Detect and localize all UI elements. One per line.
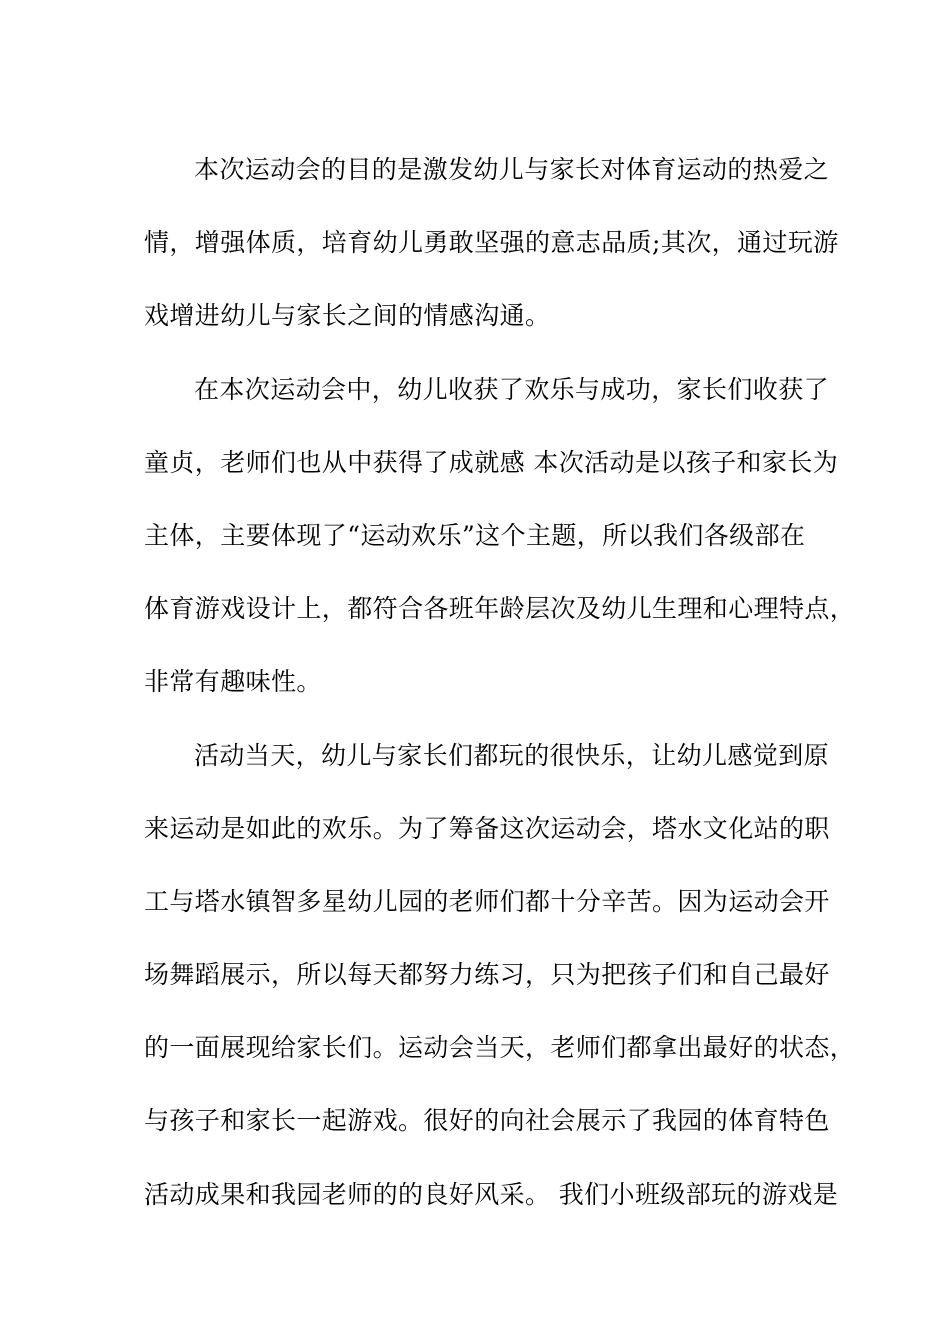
paragraph-1-line-1: 本次运动会的目的是激发幼儿与家长对体育运动的热爱之 bbox=[194, 155, 830, 184]
paragraph-2-line-1: 在本次运动会中，幼儿收获了欢乐与成功，家长们收获了 bbox=[194, 374, 830, 404]
paragraph-3-line-3: 工与塔水镇智多星幼儿园的老师们都十分辛苦。因为运动会开 bbox=[144, 886, 830, 916]
paragraph-3-line-2: 来运动是如此的欢乐。为了筹备这次运动会，塔水文化站的职 bbox=[144, 813, 830, 843]
paragraph-2-line-3: 主体，主要体现了“运动欢乐”这个主题，所以我们各级部在 bbox=[144, 520, 806, 550]
body-text bbox=[144, 133, 856, 1231]
paragraph-3-line-5: 的一面展现给家长们。运动会当天，老师们都拿出最好的状态， bbox=[144, 1033, 856, 1063]
paragraph-3-line-6: 与孩子和家长一起游戏。很好的向社会展示了我园的体育特色 bbox=[144, 1106, 830, 1136]
paragraph-3-line-7: 活动成果和我园老师的的良好风采。 我们小班级部玩的游戏是 bbox=[144, 1179, 839, 1209]
paragraph-2-line-5: 非常有趣味性。 bbox=[144, 667, 322, 697]
paragraph-3-line-4: 场舞蹈展示，所以每天都努力练习，只为把孩子们和自己最好 bbox=[144, 960, 830, 990]
paragraph-1-line-3: 戏增进幼儿与家长之间的情感沟通。 bbox=[144, 301, 551, 331]
paragraph-2-line-2: 童贞，老师们也从中获得了成就感 本次活动是以孩子和家长为 bbox=[144, 447, 839, 477]
paragraph-2-line-4: 体育游戏设计上，都符合各班年龄层次及幼儿生理和心理特点， bbox=[144, 594, 856, 624]
paragraph-3-line-1: 活动当天，幼儿与家长们都玩的很快乐，让幼儿感觉到原 bbox=[194, 740, 830, 770]
paragraph-1-line-2: 情，增强体质，培育幼儿勇敢坚强的意志品质;其次，通过玩游 bbox=[144, 228, 839, 258]
